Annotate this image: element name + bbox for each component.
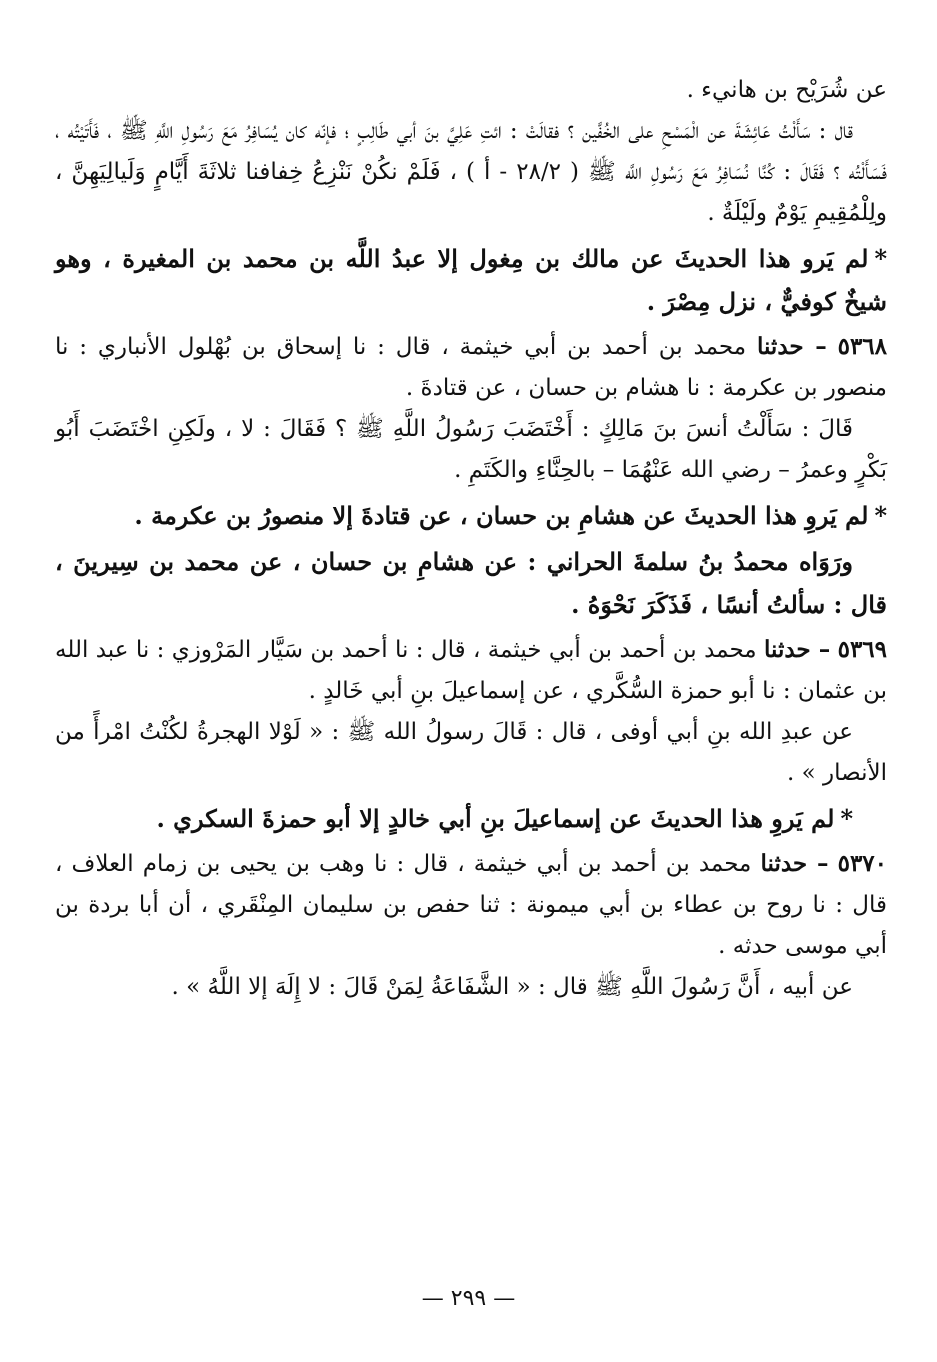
- note-text: لم يَروِ هذا الحديثَ عن هشامِ بن حسان ، عن قتادةَ إلا منصورُ بن عكرمة .: [134, 501, 869, 530]
- hadith-chain: [55, 326, 887, 409]
- asterisk-icon: *: [874, 244, 887, 273]
- hadith-text: عن أبيه ، أَنَّ رَسُولَ اللَّهِ ﷺ قال : « الشَّفَاعَةُ لِمَنْ قَالَ : لا إِلَهَ إلا اللَّهُ » .: [171, 974, 853, 1000]
- chain-text: محمد بن أحمد بن أبي خيثمة ، قال : نا إسحاق بن بُهْلول الأنباري : نا منصور بن عكرمة : نا هشام بن حسان ، عن قتادةَ .: [55, 334, 887, 401]
- text-line: عن شُرَيْح بن هانيء .: [686, 77, 887, 103]
- page-body: [55, 70, 887, 1300]
- chain-text: محمد بن أحمد بن أبي خيثمة ، قال : نا وهب بن يحيى بن زمام العلاف ، قال : نا روح بن عطاء بن أبي ميمونة : ثنا حفص بن سليمان المِنْقَري ، أن أبا بردة بن أبي موسى حدثه .: [55, 851, 887, 959]
- asterisk-icon: *: [840, 804, 853, 833]
- hadith-number: ٥٣٦٨: [837, 333, 888, 360]
- chain-text: محمد بن أحمد بن أبي خيثمة ، قال : نا أحمد بن سَيَّار المَرْوزي : نا عبد الله بن عثمان : نا أبو حمزة السُّكَّري ، عن إسماعيلَ بنِ أبي خَالدٍ .: [55, 637, 887, 704]
- hadith-chain: [55, 629, 887, 712]
- hadith-text: قَالَ : سَأَلْتُ أنسَ بنَ مَالِكٍ : أَخْتَضَبَ رَسُولُ اللَّهِ ﷺ ؟ فَقَالَ : لا ، ولَكِنِ اخْتَضَبَ أَبُو بَكْرٍ وعمرُ – رضي الله عَنْهُمَا – بالحِنَّاءِ والكَتَمِ .: [55, 416, 887, 483]
- editor-note: ورَوَاه محمدُ بنُ سلمةَ الحراني : عن هشامِ بن حسان ، عن محمد بن سِيرينَ ، قال : سألتُ أنسًا ، فَذَكَرَ نَحْوَهُ .: [55, 547, 887, 619]
- hadith-text: عن عبدِ الله بنِ أبي أوفى ، قال : قَالَ رسولُ الله ﷺ : « لَوْلا الهجرةُ لكُنْتُ امْرأً من الأنصار » .: [55, 719, 887, 786]
- note-text: لم يَرو هذا الحديثَ عن مالك بن مِغول إلا عبدُ اللَّه بن محمد بن المغيرة ، وهو شيخٌ كوفيٌّ ، نزل مِصْرَ .: [55, 244, 887, 316]
- editor-note: [55, 494, 887, 537]
- hadith-number: ٥٣٧٠: [837, 850, 888, 877]
- hadith-chain: [55, 843, 887, 967]
- editor-note: [55, 237, 887, 323]
- hadith-label: – حدثنا: [756, 333, 827, 360]
- page-number: — ٢٩٩ —: [421, 1286, 516, 1311]
- hadith-text: قال : سَأَلْتُ عَائِشَةَ عن الْمَسْحِ على الخُفَّين ؟ فقالَتْ : ائتِ عَلِيَّ بنَ أبي طَالِبٍ ؛ فإنّه كان يُسَافِرُ مَعَ رَسُولِ اللَّهِ ﷺ ، فَأَتَيْتُه ، فَسَأَلْتُه ؟ فَقَالَ : كُنَّا نُسَافِرُ مَعَ رَسُولِ اللَّه ﷺ ( ٢٨/٢ - أ ) ، فَلَمْ نكُنْ نَنْزِعُ خِفافنا ثلاثَةَ أَيَّامٍ وَلَيالِيَهِنَّ ، ولِلْمُقِيمِ يَوْمٌ ولَيْلَةٌ .: [55, 118, 887, 226]
- editor-note: [55, 797, 887, 840]
- hadith-number: ٥٣٦٩: [837, 636, 888, 663]
- hadith-label: – حدثنا: [760, 850, 829, 877]
- hadith-label: – حدثنا: [764, 636, 831, 663]
- asterisk-icon: *: [874, 501, 887, 530]
- note-text: لم يَروِ هذا الحديثَ عن إسماعيلَ بنِ أبي خالدٍ إلا أبو حمزةَ السكري .: [156, 804, 835, 833]
